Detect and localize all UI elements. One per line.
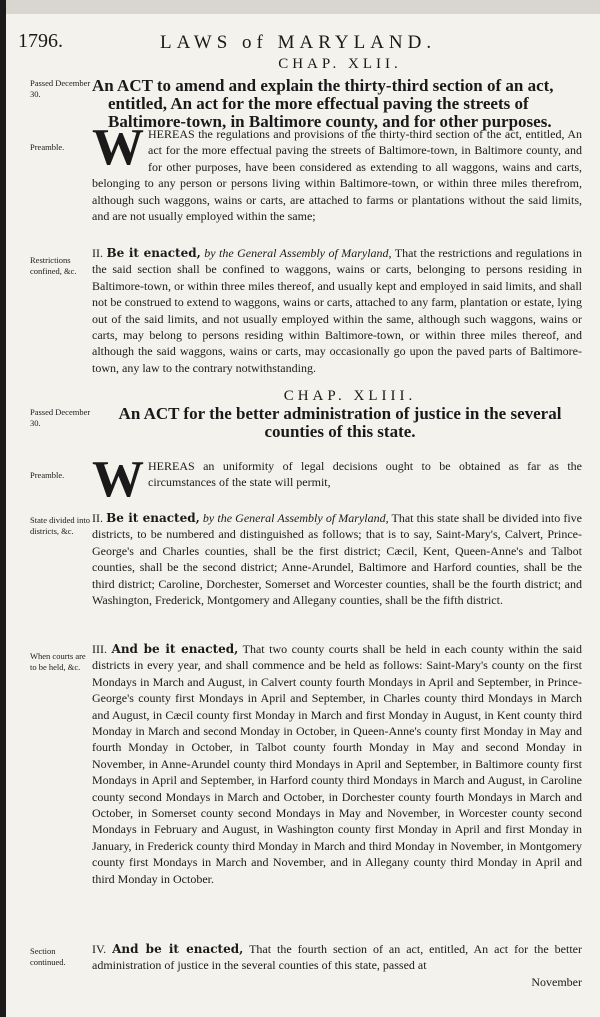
page-year: 1796. xyxy=(18,30,63,52)
enacting-phrase: Be it enacted, xyxy=(106,511,200,525)
section-number: II. xyxy=(92,246,103,260)
section-3-chap-43 xyxy=(92,641,582,887)
section-number: IV. xyxy=(92,942,107,956)
preamble-text: HEREAS the regulations and provisions of the thirty-third section of the act, entitled, An act for the more effectual paving the streets of Baltimore-town, in Baltimore county, and for other purposes, have been considered as extending to all waggons, wains and carts, belonging to any person or persons living within Baltimore-town, or within three miles therefrom, although such waggons, wains or carts, are attached to farms or plantations without the said limits, and are not usually employed within the same; xyxy=(92,127,582,224)
margin-note-courts: When courts are to be held, &c. xyxy=(30,651,86,672)
margin-note-restrictions: Restrictions confined, &c. xyxy=(30,255,77,276)
section-text: That two county courts shall be held in each county within the said districts in every year, and shall commence and be held as follows: Saint-Mary's county on the first Mondays in March and August, in Calvert county fourth Mondays in April and September, in Prince-George's county first Mondays in April and September, in Charles county third Mondays in March and August, in Cæcil county first Monday in March and first Monday in August, in Kent county third Monday in March and second Monday in October, in Queen-Anne's county first Monday in May and fourth Monday in October, in Talbot county fourth Monday in May and second Monday in November, in Anne-Arundel county third Mondays in April and September, in Baltimore county first Mondays in April and September, in Harford county third Mondays in March and August, in Caroline county second Mondays in March and October, in Dorchester county fourth Mondays in March and October, in Somerset county second Mondays in May and November, in Worcester county second Mondays in February and August, in Washington county first Monday in April and first Monday in January, in Frederick county third Monday in March and third Monday in November, in Montgomery county first Mondays in March and November, and in Allegany county third Monday in April and third Monday in October. xyxy=(92,642,582,886)
margin-note-preamble-42: Preamble. xyxy=(30,142,65,152)
margin-note-passed-42: Passed December 30. xyxy=(30,78,91,99)
assembly-phrase: by the General Assembly of Maryland, xyxy=(202,511,389,525)
enacting-phrase: And be it enacted, xyxy=(112,942,244,956)
running-title: LAWS of MARYLAND. xyxy=(160,32,437,53)
section-4-chap-43 xyxy=(92,941,582,990)
section-text: That the restrictions and regulations in the said section shall be confined to waggons, wains or carts, belonging to persons residing in Baltimore-town, or within three miles thereof, and usually kept and employed in said limits, and shall not be construed to extend to waggons, wains or carts, attached to any farm, plantation or estate, lying out of the said limits, and not usually employed within the same, although such waggons, wains or carts, may belong to persons residing within Baltimore-town, or within three miles thereof, and although the said waggons, wains or carts, may occasionally go upon the paved parts of Baltimore-town, any law to the contrary notwithstanding. xyxy=(92,246,582,375)
drop-cap: W xyxy=(92,119,144,176)
preamble-text: HEREAS an uniformity of legal decisions ought to be obtained as far as the circumstances of the state will permit, xyxy=(148,459,582,490)
margin-note-preamble-43: Preamble. xyxy=(30,470,65,480)
margin-note-districts: State divided into districts, &c. xyxy=(30,515,90,536)
enacting-phrase: Be it enacted, xyxy=(106,246,201,260)
enacting-phrase: And be it enacted, xyxy=(111,642,239,656)
section-2-chap-43 xyxy=(92,510,582,608)
section-number: III. xyxy=(92,642,107,656)
section-number: II. xyxy=(92,511,103,525)
catchword: November xyxy=(531,974,582,989)
margin-note-section-continued: Section continued. xyxy=(30,946,66,967)
page-top-edge xyxy=(6,0,600,14)
margin-note-passed-43: Passed December 30. xyxy=(30,407,91,428)
preamble-43 xyxy=(92,451,582,508)
act-title-43: An ACT for the better administration of justice in the several counties of this state. xyxy=(118,404,562,441)
assembly-phrase: by the General Assembly of Maryland, xyxy=(204,246,392,260)
preamble-42 xyxy=(92,119,582,224)
section-text: That the fourth section of an act, entitled, An act for the better administration of justice in the several counties of this state, passed at xyxy=(92,942,582,973)
chapter-heading-42: CHAP. XLII. xyxy=(278,56,402,72)
act-title-42: An ACT to amend and explain the thirty-third section of an act, entitled, An act for the more effectual paving the streets of Baltimore-town, in Baltimore county, and for other purposes. xyxy=(92,76,554,131)
section-2-chap-42 xyxy=(92,245,582,376)
chapter-heading-43: CHAP. XLIII. xyxy=(283,388,417,404)
section-text: That this state shall be divided into five districts, to be numbered and distinguished as follows; that is to say, Saint-Mary's, Calvert, Prince-George's and Charles counties, shall be the first district; Cæcil, Kent, Queen-Anne's and Talbot counties, shall be the second district; Anne-Arundel, Baltimore and Harford counties, shall be the third district; Caroline, Dorchester, Somerset and Worcester counties, shall be the fourth district; and Washington, Frederick, Montgomery and Allegany counties, shall be the fifth district. xyxy=(92,511,582,608)
drop-cap: W xyxy=(92,451,144,508)
page-left-edge xyxy=(0,0,6,1017)
